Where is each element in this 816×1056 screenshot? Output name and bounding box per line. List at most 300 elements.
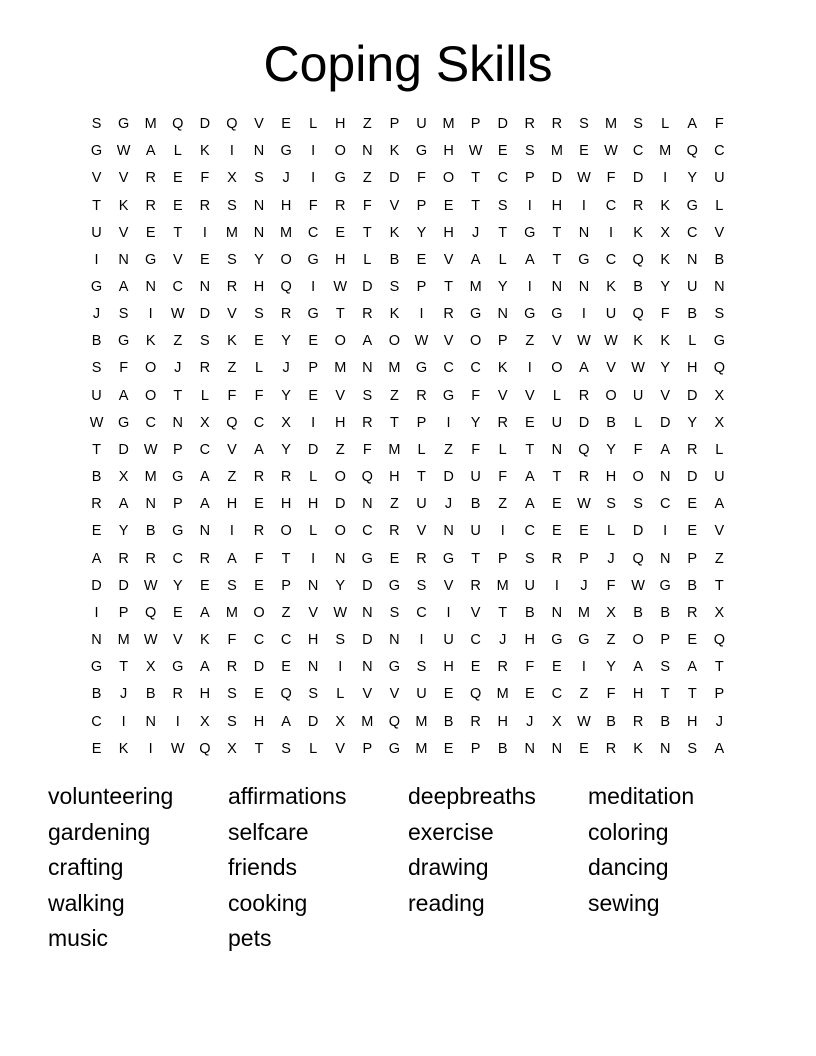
grid-letter: Y: [660, 279, 671, 296]
grid-letter: Y: [281, 441, 291, 458]
grid-letter: I: [94, 604, 99, 621]
grid-letter: V: [389, 686, 400, 703]
grid-letter: N: [199, 279, 211, 296]
grid-letter: A: [200, 659, 210, 676]
grid-letter: P: [118, 604, 129, 621]
grid-letter: L: [336, 686, 345, 703]
grid-letter: D: [307, 441, 319, 458]
grid-letter: T: [92, 197, 101, 214]
grid-letter: I: [94, 251, 99, 268]
grid-letter: D: [389, 170, 400, 187]
grid-letter: R: [389, 523, 400, 540]
grid-letter: L: [498, 251, 507, 268]
grid-row: [83, 491, 733, 518]
grid-letter: D: [307, 713, 319, 730]
grid-letter: Q: [713, 632, 725, 649]
grid-letter: Z: [606, 632, 616, 649]
grid-letter: Y: [118, 523, 129, 540]
grid-letter: G: [578, 632, 590, 649]
grid-letter: N: [118, 251, 129, 268]
grid-row: [83, 301, 733, 328]
grid-letter: O: [469, 333, 482, 350]
grid-letter: E: [470, 659, 481, 676]
grid-letter: H: [605, 469, 617, 486]
grid-letter: I: [500, 523, 505, 540]
grid-letter: P: [281, 577, 291, 594]
grid-letter: C: [605, 197, 617, 214]
grid-letter: X: [552, 713, 562, 730]
grid-letter: A: [145, 143, 156, 160]
grid-letter: Y: [470, 414, 481, 431]
grid-letter: K: [227, 333, 237, 350]
word-bank-item: crafting: [48, 854, 124, 880]
grid-letter: R: [470, 577, 481, 594]
grid-letter: L: [254, 360, 264, 377]
grid-letter: E: [200, 251, 210, 268]
grid-letter: R: [362, 414, 373, 431]
grid-letter: N: [172, 414, 184, 431]
grid-letter: N: [253, 143, 265, 160]
grid-letter: J: [526, 713, 534, 730]
grid-letter: W: [143, 577, 158, 594]
grid-letter: F: [362, 197, 372, 214]
grid-letter: A: [524, 496, 535, 513]
grid-row: [83, 111, 733, 138]
grid-letter: C: [470, 360, 481, 377]
grid-letter: V: [172, 632, 183, 649]
grid-letter: R: [362, 306, 373, 323]
grid-letter: J: [92, 306, 101, 323]
grid-letter: W: [333, 604, 348, 621]
grid-letter: G: [388, 577, 401, 594]
grid-letter: K: [497, 360, 508, 377]
grid-letter: F: [525, 659, 535, 676]
grid-letter: W: [116, 143, 131, 160]
grid-letter: E: [579, 740, 589, 757]
grid-letter: B: [606, 414, 616, 431]
grid-letter: M: [144, 116, 157, 133]
grid-letter: G: [524, 224, 536, 241]
grid-letter: V: [524, 387, 535, 404]
grid-letter: R: [145, 550, 156, 567]
grid-letter: M: [225, 604, 238, 621]
grid-letter: I: [581, 659, 586, 676]
grid-letter: R: [118, 550, 129, 567]
grid-letter: B: [660, 604, 671, 621]
grid-letter: E: [443, 197, 454, 214]
grid-letter: M: [334, 360, 347, 377]
grid-letter: V: [416, 523, 427, 540]
grid-letter: E: [552, 496, 562, 513]
grid-letter: S: [389, 604, 400, 621]
grid-letter: I: [419, 632, 424, 649]
grid-letter: X: [714, 604, 725, 621]
grid-letter: G: [686, 197, 698, 214]
grid-letter: V: [714, 523, 725, 540]
grid-letter: E: [91, 523, 102, 540]
grid-row: [83, 708, 733, 735]
grid-letter: C: [524, 523, 536, 540]
grid-letter: X: [118, 469, 129, 486]
grid-letter: P: [497, 333, 508, 350]
grid-letter: M: [469, 279, 482, 296]
grid-letter: Y: [281, 333, 291, 350]
grid-letter: D: [578, 414, 590, 431]
grid-letter: G: [415, 143, 428, 160]
grid-letter: V: [660, 387, 671, 404]
grid-letter: U: [470, 469, 481, 486]
grid-letter: Q: [578, 441, 590, 458]
grid-letter: C: [470, 632, 481, 649]
grid-letter: P: [579, 550, 589, 567]
grid-letter: I: [148, 740, 153, 757]
grid-letter: H: [687, 713, 698, 730]
grid-letter: R: [632, 197, 644, 214]
grid-letter: G: [145, 251, 157, 268]
grid-letter: Y: [172, 577, 183, 594]
grid-letter: V: [362, 686, 373, 703]
grid-letter: D: [199, 306, 211, 323]
grid-letter: N: [253, 197, 265, 214]
grid-letter: U: [714, 469, 725, 486]
grid-letter: T: [335, 306, 345, 323]
grid-letter: F: [660, 306, 670, 323]
grid-letter: K: [660, 197, 671, 214]
grid-letter: C: [416, 604, 427, 621]
grid-letter: I: [311, 143, 316, 160]
grid-letter: I: [311, 279, 316, 296]
grid-letter: U: [443, 632, 454, 649]
grid-letter: S: [281, 740, 291, 757]
grid-letter: G: [90, 659, 103, 676]
grid-row: [83, 600, 733, 627]
grid-letter: P: [172, 441, 183, 458]
grid-letter: J: [282, 360, 290, 377]
word-bank-item: deepbreaths: [408, 783, 536, 809]
grid-letter: Q: [469, 686, 482, 703]
grid-letter: P: [470, 116, 481, 133]
grid-letter: G: [280, 143, 292, 160]
grid-letter: I: [527, 360, 532, 377]
grid-letter: M: [659, 143, 672, 160]
grid-letter: F: [471, 387, 481, 404]
grid-letter: I: [527, 279, 532, 296]
grid-letter: J: [499, 632, 507, 649]
grid-letter: T: [173, 387, 183, 404]
grid-letter: X: [227, 170, 237, 187]
grid-letter: R: [443, 306, 454, 323]
grid-letter: K: [118, 197, 129, 214]
grid-letter: G: [172, 659, 184, 676]
grid-letter: T: [119, 659, 129, 676]
grid-letter: A: [200, 604, 210, 621]
grid-letter: S: [389, 279, 400, 296]
grid-letter: O: [551, 360, 563, 377]
grid-letter: K: [633, 740, 643, 757]
grid-letter: O: [632, 632, 644, 649]
grid-letter: K: [389, 224, 400, 241]
grid-letter: M: [577, 604, 590, 621]
grid-letter: K: [389, 143, 400, 160]
grid-letter: K: [633, 333, 643, 350]
grid-letter: E: [254, 686, 264, 703]
grid-letter: N: [253, 224, 265, 241]
grid-row: [83, 355, 733, 382]
grid-letter: C: [362, 523, 373, 540]
grid-letter: O: [334, 523, 346, 540]
grid-letter: U: [416, 496, 427, 513]
grid-letter: T: [714, 659, 724, 676]
grid-letter: I: [446, 604, 451, 621]
grid-letter: T: [552, 224, 562, 241]
grid-letter: W: [170, 740, 185, 757]
grid-letter: X: [200, 713, 210, 730]
grid-letter: X: [200, 414, 210, 431]
grid-letter: L: [417, 441, 426, 458]
grid-letter: X: [606, 604, 616, 621]
grid-letter: I: [609, 224, 614, 241]
grid-letter: V: [254, 116, 264, 133]
grid-letter: A: [524, 251, 535, 268]
grid-letter: Q: [145, 604, 157, 621]
grid-letter: S: [227, 251, 237, 268]
grid-letter: X: [227, 740, 237, 757]
grid-letter: B: [687, 306, 698, 323]
grid-letter: X: [660, 224, 671, 241]
grid-letter: Y: [687, 414, 698, 431]
grid-letter: L: [715, 441, 724, 458]
grid-letter: T: [362, 224, 372, 241]
grid-letter: L: [661, 116, 670, 133]
grid-letter: S: [91, 360, 102, 377]
grid-letter: R: [524, 116, 536, 133]
grid-letter: X: [714, 414, 725, 431]
page-title: Coping Skills: [263, 36, 553, 92]
grid-letter: E: [579, 143, 589, 160]
grid-letter: B: [91, 469, 102, 486]
grid-letter: E: [172, 197, 183, 214]
grid-letter: G: [90, 143, 103, 160]
grid-letter: M: [442, 116, 455, 133]
grid-letter: H: [389, 469, 400, 486]
grid-letter: C: [659, 496, 671, 513]
grid-letter: P: [714, 686, 725, 703]
grid-letter: M: [415, 740, 428, 757]
grid-letter: W: [143, 441, 158, 458]
grid-letter: A: [281, 713, 291, 730]
grid-letter: O: [632, 469, 644, 486]
grid-letter: H: [497, 713, 508, 730]
grid-letter: V: [552, 333, 562, 350]
grid-letter: D: [335, 496, 346, 513]
grid-letter: E: [687, 523, 698, 540]
grid-letter: I: [338, 659, 343, 676]
grid-letter: T: [660, 686, 670, 703]
grid-letter: Q: [226, 116, 238, 133]
grid-row: [83, 192, 733, 219]
grid-letter: V: [172, 251, 183, 268]
grid-letter: K: [660, 333, 671, 350]
grid-row: [83, 736, 733, 763]
grid-letter: K: [633, 224, 643, 241]
grid-letter: E: [172, 170, 183, 187]
grid-letter: S: [633, 496, 643, 513]
grid-letter: O: [334, 143, 346, 160]
grid-letter: X: [145, 659, 156, 676]
grid-letter: R: [497, 414, 508, 431]
grid-letter: L: [309, 116, 318, 133]
grid-row: [83, 546, 733, 573]
grid-letter: C: [253, 632, 265, 649]
grid-letter: G: [551, 306, 563, 323]
grid-letter: S: [687, 740, 698, 757]
grid-letter: U: [632, 387, 644, 404]
grid-letter: V: [308, 604, 318, 621]
grid-letter: S: [227, 713, 237, 730]
grid-letter: F: [254, 550, 264, 567]
grid-letter: Y: [281, 387, 291, 404]
grid-letter: S: [362, 387, 373, 404]
grid-letter: Z: [389, 387, 399, 404]
grid-letter: N: [307, 577, 319, 594]
grid-letter: F: [119, 360, 129, 377]
grid-letter: E: [145, 224, 156, 241]
grid-letter: M: [496, 686, 509, 703]
grid-letter: B: [145, 523, 156, 540]
grid-letter: E: [497, 143, 508, 160]
grid-row: [83, 220, 733, 247]
grid-letter: G: [388, 659, 401, 676]
grid-letter: M: [388, 360, 401, 377]
grid-letter: U: [91, 224, 102, 241]
grid-letter: B: [443, 713, 454, 730]
grid-letter: Z: [498, 496, 508, 513]
word-bank-item: dancing: [588, 854, 669, 880]
grid-letter: C: [551, 686, 563, 703]
grid-letter: Y: [606, 659, 616, 676]
grid-letter: N: [551, 604, 563, 621]
grid-letter: E: [281, 659, 291, 676]
grid-letter: J: [444, 496, 453, 513]
grid-letter: Z: [362, 170, 372, 187]
grid-letter: L: [634, 414, 643, 431]
grid-letter: T: [498, 604, 508, 621]
grid-letter: B: [91, 686, 102, 703]
grid-letter: I: [229, 523, 234, 540]
grid-letter: F: [254, 387, 264, 404]
grid-letter: Q: [172, 116, 184, 133]
grid-letter: G: [172, 523, 184, 540]
grid-letter: Q: [713, 360, 725, 377]
grid-letter: B: [714, 251, 725, 268]
grid-letter: T: [552, 469, 562, 486]
grid-letter: N: [362, 604, 373, 621]
grid-letter: C: [605, 251, 617, 268]
grid-letter: D: [253, 659, 265, 676]
grid-letter: G: [659, 577, 671, 594]
grid-letter: A: [579, 360, 589, 377]
grid-row: [83, 410, 733, 437]
letter-grid: [83, 111, 733, 763]
grid-letter: Z: [281, 604, 291, 621]
grid-row: [83, 627, 733, 654]
grid-letter: K: [389, 306, 400, 323]
grid-row: [83, 518, 733, 545]
grid-letter: G: [578, 251, 590, 268]
grid-letter: V: [497, 387, 508, 404]
grid-row: [83, 654, 733, 681]
grid-letter: H: [443, 143, 454, 160]
grid-letter: N: [91, 632, 102, 649]
grid-letter: G: [469, 306, 482, 323]
grid-letter: U: [416, 116, 427, 133]
grid-letter: D: [632, 523, 644, 540]
grid-letter: N: [578, 279, 590, 296]
grid-letter: N: [362, 360, 373, 377]
grid-letter: C: [687, 224, 698, 241]
grid-letter: W: [604, 333, 618, 350]
grid-letter: R: [199, 197, 211, 214]
grid-row: [83, 165, 733, 192]
grid-letter: H: [280, 197, 292, 214]
grid-letter: V: [91, 170, 102, 187]
grid-letter: P: [524, 170, 535, 187]
grid-letter: W: [577, 496, 591, 513]
grid-letter: J: [174, 360, 182, 377]
grid-letter: U: [687, 279, 698, 296]
grid-letter: A: [200, 496, 210, 513]
grid-letter: L: [309, 469, 318, 486]
grid-letter: P: [660, 632, 671, 649]
grid-letter: N: [335, 550, 346, 567]
grid-letter: L: [552, 387, 561, 404]
grid-letter: H: [253, 279, 265, 296]
grid-letter: D: [687, 387, 698, 404]
grid-letter: S: [714, 306, 725, 323]
grid-letter: G: [415, 360, 428, 377]
grid-letter: V: [389, 197, 400, 214]
grid-letter: R: [226, 659, 238, 676]
grid-letter: W: [604, 143, 618, 160]
grid-row: [83, 274, 733, 301]
grid-letter: K: [145, 333, 156, 350]
grid-letter: N: [307, 659, 319, 676]
grid-letter: G: [334, 170, 346, 187]
grid-letter: M: [415, 713, 428, 730]
grid-letter: B: [470, 496, 481, 513]
grid-letter: Q: [361, 469, 373, 486]
grid-letter: N: [551, 279, 563, 296]
grid-letter: E: [552, 659, 562, 676]
grid-letter: J: [607, 550, 615, 567]
grid-letter: V: [606, 360, 616, 377]
grid-letter: Q: [280, 686, 292, 703]
grid-letter: A: [633, 659, 643, 676]
grid-letter: F: [227, 387, 237, 404]
grid-letter: K: [200, 632, 210, 649]
grid-letter: P: [687, 550, 698, 567]
grid-letter: T: [281, 550, 291, 567]
grid-letter: G: [442, 550, 455, 567]
grid-letter: N: [524, 740, 536, 757]
grid-letter: R: [632, 713, 644, 730]
grid-letter: S: [227, 686, 237, 703]
grid-letter: D: [118, 441, 129, 458]
grid-letter: L: [309, 740, 318, 757]
grid-letter: S: [200, 333, 210, 350]
grid-letter: O: [280, 523, 292, 540]
grid-letter: W: [414, 333, 429, 350]
